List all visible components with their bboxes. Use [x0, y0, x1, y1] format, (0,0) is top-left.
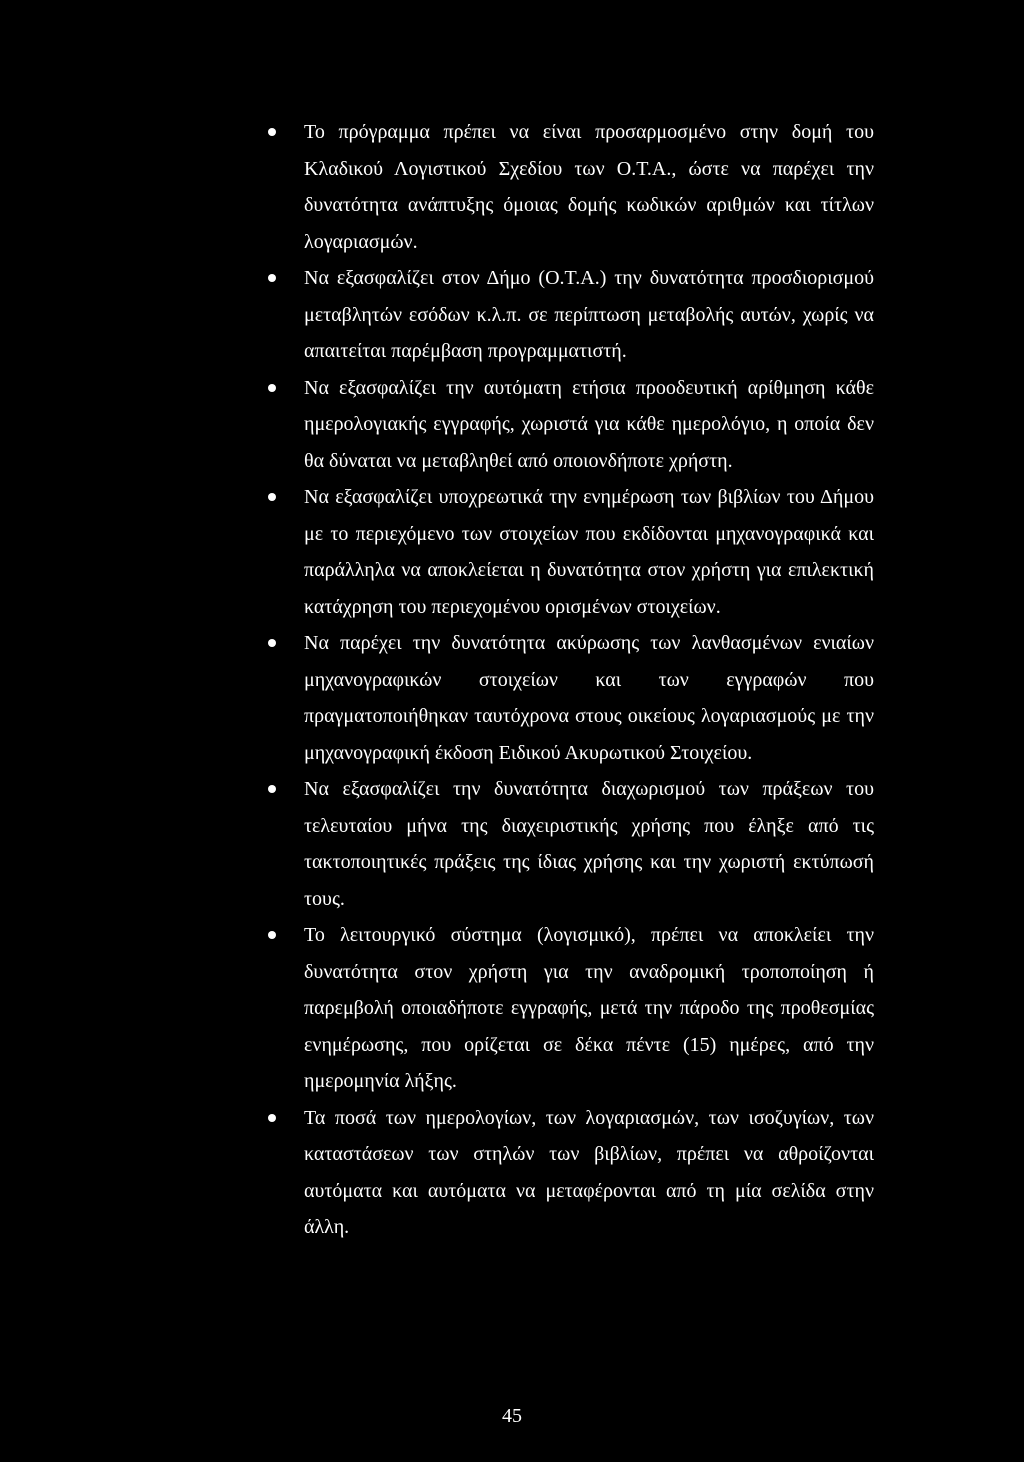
list-item-text: Το πρόγραμμα πρέπει να είναι προσαρμοσμένο στην δομή του Κλαδικού Λογιστικού Σχεδίου των Ο.Τ.Α., ώστε να παρέχει την δυνατότητα ανάπτυξης όμοιας δομής κωδικών αριθμών και τίτλων λογαριασμών. — [304, 121, 874, 253]
list-item-text: Να εξασφαλίζει την αυτόματη ετήσια προοδευτική αρίθμηση κάθε ημερολογιακής εγγραφής, χωριστά για κάθε ημερολόγιο, η οποία δεν θα δύναται να μεταβληθεί από οποιονδήποτε χρήστη. — [304, 376, 874, 472]
list-item-text: Να εξασφαλίζει την δυνατότητα διαχωρισμού των πράξεων του τελευταίου μήνα της διαχειριστικής χρήσης που έληξε από τις τακτοποιητικές πράξεις της ίδιας χρήσης και την χωριστή εκτύπωσή τους. — [304, 778, 874, 910]
requirements-list — [264, 114, 874, 1246]
list-item — [264, 1100, 874, 1246]
page-number: 45 — [502, 1405, 522, 1427]
list-item — [264, 260, 874, 370]
list-item — [264, 479, 874, 625]
list-item-text: Να εξασφαλίζει υποχρεωτικά την ενημέρωση των βιβλίων του Δήμου με το περιεχόμενο των στοιχείων που εκδίδονται μηχανογραφικά και παράλληλα να αποκλείεται η δυνατότητα στον χρήστη για επιλεκτική κατάχρηση του περιεχομένου ορισμένων στοιχείων. — [304, 486, 874, 618]
list-item — [264, 771, 874, 917]
list-item-text: Να εξασφαλίζει στον Δήμο (Ο.Τ.Α.) την δυνατότητα προσδιορισμού μεταβλητών εσόδων κ.λ.π. σε περίπτωση μεταβολής αυτών, χωρίς να απαιτείται παρέμβαση προγραμματιστή. — [304, 267, 874, 362]
list-item-text: Να παρέχει την δυνατότητα ακύρωσης των λανθασμένων ενιαίων μηχανογραφικών στοιχείων και των εγγραφών που πραγματοποιήθηκαν ταυτόχρονα στους οικείους λογαριασμούς με την μηχανογραφική έκδοση Ειδικού Ακυρωτικού Στοιχείου. — [304, 632, 874, 764]
bullet-icon — [268, 931, 276, 939]
list-item — [264, 114, 874, 260]
bullet-icon — [268, 384, 276, 392]
bullet-icon — [268, 639, 276, 647]
bullet-icon — [268, 274, 276, 282]
list-item — [264, 917, 874, 1100]
list-item-text: Τα ποσά των ημερολογίων, των λογαριασμών, των ισοζυγίων, των καταστάσεων των στηλών των βιβλίων, πρέπει να αθροίζονται αυτόματα και αυτόματα να μεταφέρονται από τη μία σελίδα στην άλλη. — [304, 1106, 874, 1238]
list-item — [264, 370, 874, 480]
bullet-icon — [268, 1114, 276, 1122]
bullet-icon — [268, 128, 276, 136]
list-item-text: Το λειτουργικό σύστημα (λογισμικό), πρέπει να αποκλείει την δυνατότητα στον χρήστη για την αναδρομική τροποποίηση ή παρεμβολή οποιαδήποτε εγγραφής, μετά την πάροδο της προθεσμίας ενημέρωσης, που ορίζεται σε δέκα πέντε (15) ημέρες, από την ημερομηνία λήξης. — [304, 924, 874, 1092]
bullet-icon — [268, 785, 276, 793]
bullet-icon — [268, 493, 276, 501]
list-item — [264, 625, 874, 771]
